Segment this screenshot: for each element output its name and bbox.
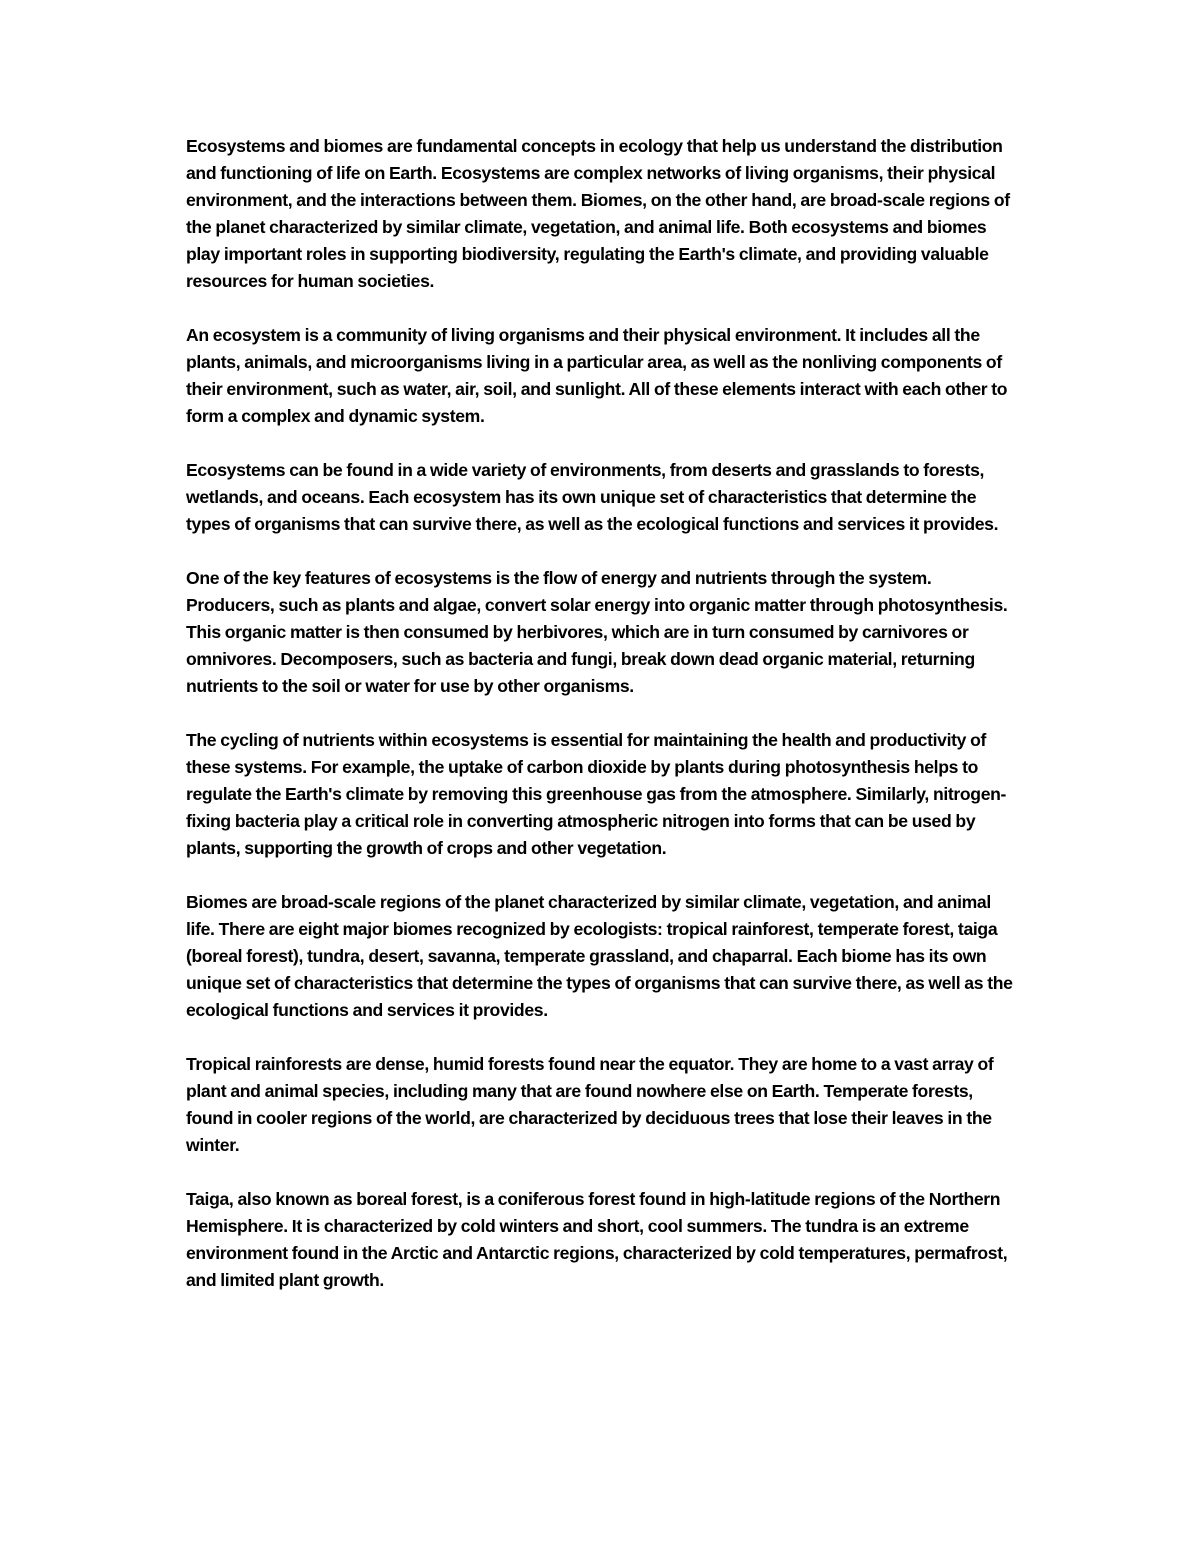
paragraph-nutrient-cycling: The cycling of nutrients within ecosystems is essential for maintaining the health and productivity of these systems. For example, the uptake of carbon dioxide by plants during photosynthesis helps to regulate the Earth's climate by removing this greenhouse gas from the atmosphere. Similarly, nitrogen-fixing bacteria play a critical role in converting atmospheric nitrogen into forms that can be used by plants, supporting the growth of crops and other vegetation.: [186, 730, 1007, 858]
paragraph-biomes-overview: Biomes are broad-scale regions of the planet characterized by similar climate, vegetation, and animal life. There are eight major biomes recognized by ecologists: tropical rainforest, temperate forest, taiga (boreal forest), tundra, desert, savanna, temperate grassland, and chaparral. Each biome has its own unique set of characteristics that determine the types of organisms that can survive there, as well as the ecological functions and services it provides.: [186, 892, 1013, 1020]
paragraph-energy-flow: One of the key features of ecosystems is the flow of energy and nutrients through the system. Producers, such as plants and algae, convert solar energy into organic matter through photosynthesis. This organic matter is then consumed by herbivores, which are in turn consumed by carnivores or omnivores. Decomposers, such as bacteria and fungi, break down dead organic material, returning nutrients to the soil or water for use by other organisms.: [186, 568, 1008, 696]
paragraph-ecosystems-biomes-intro: Ecosystems and biomes are fundamental concepts in ecology that help us understand the distribution and functioning of life on Earth. Ecosystems are complex networks of living organisms, their physical environment, and the interactions between them. Biomes, on the other hand, are broad-scale regions of the planet characterized by similar climate, vegetation, and animal life. Both ecosystems and biomes play important roles in supporting biodiversity, regulating the Earth's climate, and providing valuable resources for human societies.: [186, 136, 1010, 291]
paragraph-ecosystem-environments: Ecosystems can be found in a wide variety of environments, from deserts and grasslands to forests, wetlands, and oceans. Each ecosystem has its own unique set of characteristics that determine the types of organisms that can survive there, as well as the ecological functions and services it provides.: [186, 460, 999, 534]
paragraph-forests: Tropical rainforests are dense, humid forests found near the equator. They are home to a vast array of plant and animal species, including many that are found nowhere else on Earth. Temperate forests, found in cooler regions of the world, are characterized by deciduous trees that lose their leaves in the winter.: [186, 1054, 994, 1155]
paragraph-ecosystem-definition: An ecosystem is a community of living organisms and their physical environment. It includes all the plants, animals, and microorganisms living in a particular area, as well as the nonliving components of their environment, such as water, air, soil, and sunlight. All of these elements interact with each other to form a complex and dynamic system.: [186, 325, 1008, 426]
document-body: [186, 133, 1022, 1321]
paragraph-taiga-tundra: Taiga, also known as boreal forest, is a coniferous forest found in high-latitude regions of the Northern Hemisphere. It is characterized by cold winters and short, cool summers. The tundra is an extreme environment found in the Arctic and Antarctic regions, characterized by cold temperatures, permafrost, and limited plant growth.: [186, 1189, 1008, 1290]
